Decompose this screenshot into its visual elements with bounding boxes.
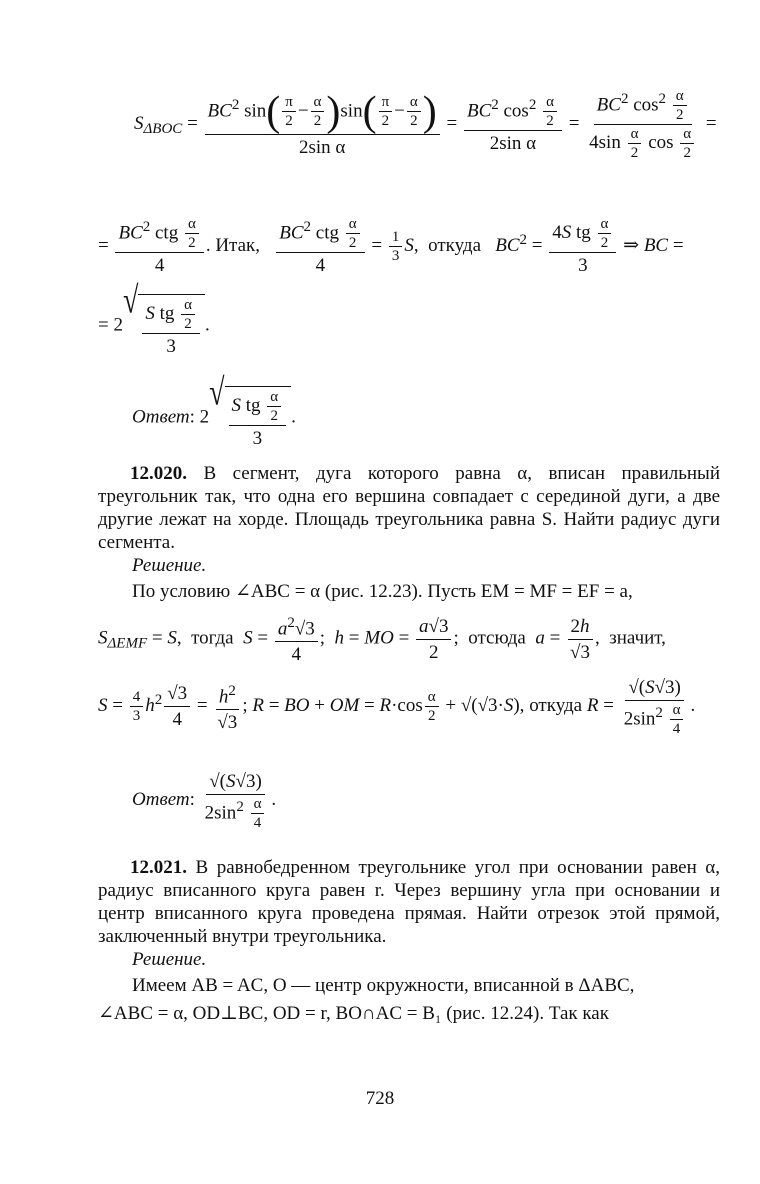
solution-line-1: По условию ∠ABC = α (рис. 12.23). Пусть EM = MF = EF = a, xyxy=(132,581,633,602)
solution-line-2b: ∠ABC = α, OD⊥BC, OD = r, BO∩AC = B₁ (рис. 12.24). Так как xyxy=(98,1003,609,1024)
problem-12-021 xyxy=(98,856,720,948)
word-znachit: значит, xyxy=(609,627,666,649)
word-otkuda: откуда xyxy=(428,235,481,257)
answer-label-1: Ответ xyxy=(132,406,190,428)
solution-label-1: Решение. xyxy=(132,555,207,576)
problem-number-2: 12.021. xyxy=(130,857,187,878)
formula-triangle-area: $S_{\Delta EMF} = S$, тогда S = $\frac{a^2√3}{4}$ ; h = MO = $\frac{a√3}{2}$ ; отсюда a = $\frac{2h}{√3}$ , значит, xyxy=(98,612,666,666)
formula-bc-squared: = $BC^2$ ctg $\frac{\alpha}{2}$ 4 . Итак, $BC^2$ ctg $\frac{\alpha}{2}$ 4 = $\frac{1}{3}$ S, откуда $BC^2$ = 4S tg $\frac{\alpha}{2}$ 3 ⇒ BC = xyxy=(98,216,684,277)
solution-label-2: Решение. xyxy=(132,949,207,970)
answer-label-2: Ответ xyxy=(132,789,190,811)
word-otsyuda: отсюда xyxy=(468,627,526,649)
word-togda: тогда xyxy=(191,627,234,649)
formula-area-boc: $S_{\Delta BOC}$ = $BC^2$ sin( $\frac{\pi}{2}$ − $\frac{\alpha}{2}$ )sin( $\frac{\pi}{2}$ − $\frac{\alpha}{2}$ ) 2sin α = $BC^2$ $\cos^2$ $\frac{\alpha}{2}$ 2sin α = $BC^2$ $\cos^2$ $\frac{\alpha}{2}$ 4sin $\frac{\alpha}{2}$ cos $\frac{\alpha}{2}$ = xyxy=(134,88,717,162)
solution-line-2a: Имеем AB = AC, O — центр окружности, вписанной в ΔABC, xyxy=(132,975,635,996)
problem-number: 12.020. xyxy=(130,463,187,484)
answer-2: Ответ: √(S√3) $2\sin^2$ $\frac{\alpha}{4}$ . xyxy=(132,771,277,832)
answer-1: Ответ: 2 √ S tg $\frac{\alpha}{2}$ 3 . xyxy=(132,372,296,449)
formula-bc-result: = 2 √ S tg $\frac{\alpha}{2}$ 3 . xyxy=(98,280,210,357)
page-number: 728 xyxy=(365,1088,395,1109)
word-itak: Итак, xyxy=(215,235,260,257)
problem-text: В сегмент, дуга которого равна α, вписан правильный треугольник так, что одна его вершина совпадает с серединой дуги, а две другие лежат на хорде. Площадь треугольника равна S. Найти радиус дуги сегмента. xyxy=(98,463,720,553)
problem-text-2: В равнобедренном треугольнике угол при основании равен α, радиус вписанного круга равен r. Через вершину угла при основании и центр вписанного круга проведена прямая. Найти отрезок этой прямой, заключенный внутри треугольника. xyxy=(98,857,720,947)
formula-radius: S = $\frac{4}{3}$ $h^2$ $\frac{√3}{4}$ = $\frac{h^2}{√3}$ ; R = BO + OM = R·cos $\frac{\alpha}{2}$ + √(√3·S), откуда R = √(S√3) $2\sin^2$ $\frac{\alpha}{4}$ . xyxy=(98,677,696,738)
word-otkuda-2: откуда xyxy=(529,695,583,717)
problem-12-020 xyxy=(98,462,720,554)
